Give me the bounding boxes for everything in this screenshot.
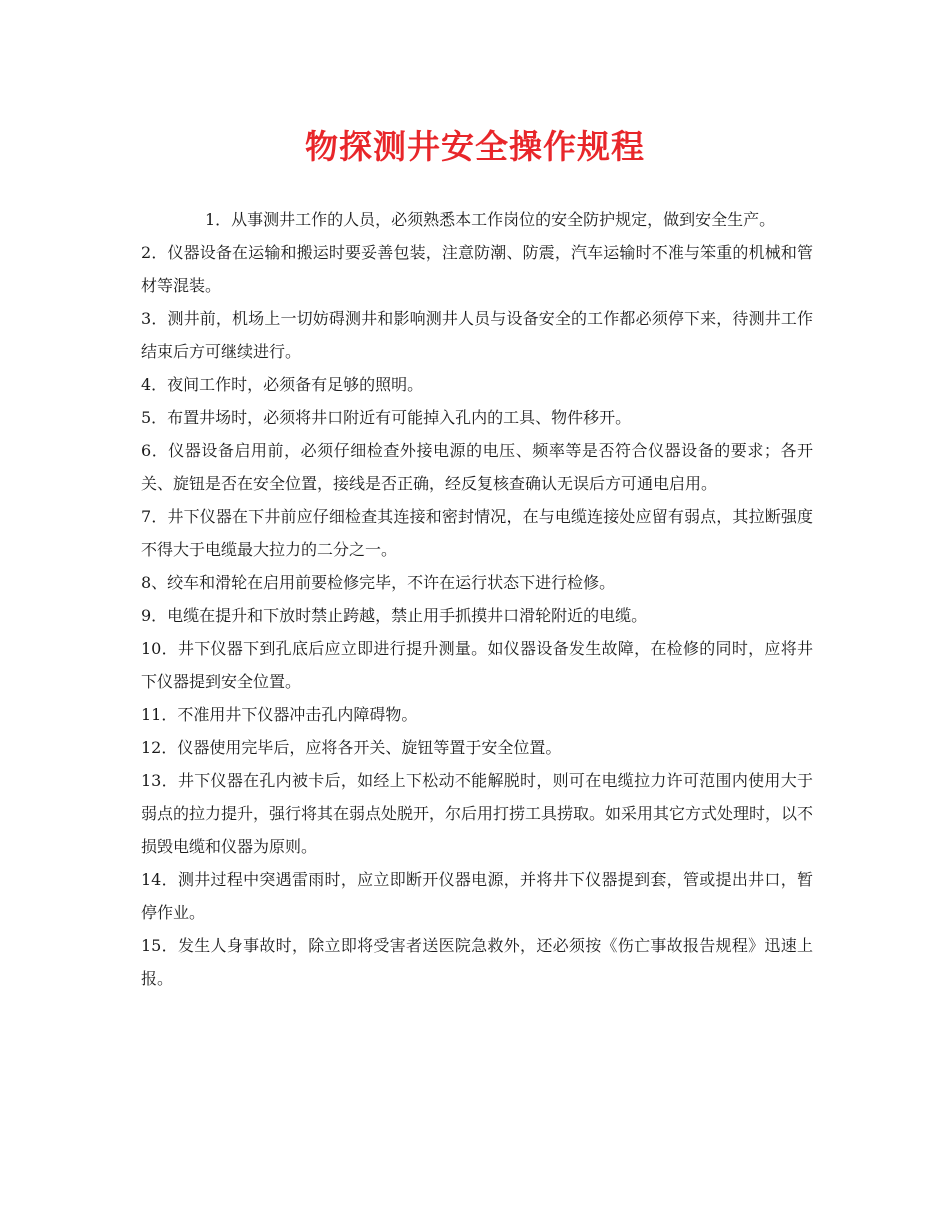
rule-paragraph-12: 12．仪器使用完毕后，应将各开关、旋钮等置于安全位置。 <box>141 738 562 757</box>
rule-paragraph-3: 3．测井前，机场上一切妨碍测井和影响测井人员与设备安全的工作都必须停下来，待测井工作结束后方可继续进行。 <box>141 309 813 361</box>
rule-paragraph-9: 9．电缆在提升和下放时禁止跨越，禁止用手抓摸井口滑轮附近的电缆。 <box>141 606 648 625</box>
rule-paragraph-7: 7．井下仪器在下井前应仔细检查其连接和密封情况，在与电缆连接处应留有弱点，其拉断强度不得大于电缆最大拉力的二分之一。 <box>141 507 813 559</box>
rule-paragraph-5: 5．布置井场时，必须将井口附近有可能掉入孔内的工具、物件移开。 <box>141 408 632 427</box>
rule-paragraph-6: 6．仪器设备启用前，必须仔细检查外接电源的电压、频率等是否符合仪器设备的要求；各开关、旋钮是否在安全位置，接线是否正确，经反复核查确认无误后方可通电启用。 <box>141 441 813 493</box>
rule-paragraph-2: 2．仪器设备在运输和搬运时要妥善包装，注意防潮、防震，汽车运输时不准与笨重的机械和管材等混装。 <box>141 243 813 295</box>
rule-paragraph-10: 10．井下仪器下到孔底后应立即进行提升测量。如仪器设备发生故障，在检修的同时，应将井下仪器提到安全位置。 <box>141 639 813 691</box>
rule-paragraph-15: 15．发生人身事故时，除立即将受害者送医院急救外，还必须按《伤亡事故报告规程》迅速上报。 <box>141 936 813 988</box>
rule-paragraph-8: 8、绞车和滑轮在启用前要检修完毕，不许在运行状态下进行检修。 <box>141 573 616 592</box>
rule-paragraph-11: 11．不准用井下仪器冲击孔内障碍物。 <box>141 705 418 724</box>
document-title: 物探测井安全操作规程 <box>305 127 645 166</box>
rule-paragraph-13: 13．井下仪器在孔内被卡后，如经上下松动不能解脱时，则可在电缆拉力许可范围内使用大于弱点的拉力提升，强行将其在弱点处脱开，尔后用打捞工具捞取。如采用其它方式处理时，以不损毁电缆和仪器为原则。 <box>141 771 814 856</box>
rule-paragraph-4: 4．夜间工作时，必须备有足够的照明。 <box>141 375 424 394</box>
rule-paragraph-14: 14．测井过程中突遇雷雨时，应立即断开仪器电源，并将井下仪器提到套，管或提出井口，暂停作业。 <box>141 870 813 922</box>
rule-paragraph-1: 1．从事测井工作的人员，必须熟悉本工作岗位的安全防护规定，做到安全生产。 <box>205 210 776 229</box>
document-body <box>141 203 813 995</box>
